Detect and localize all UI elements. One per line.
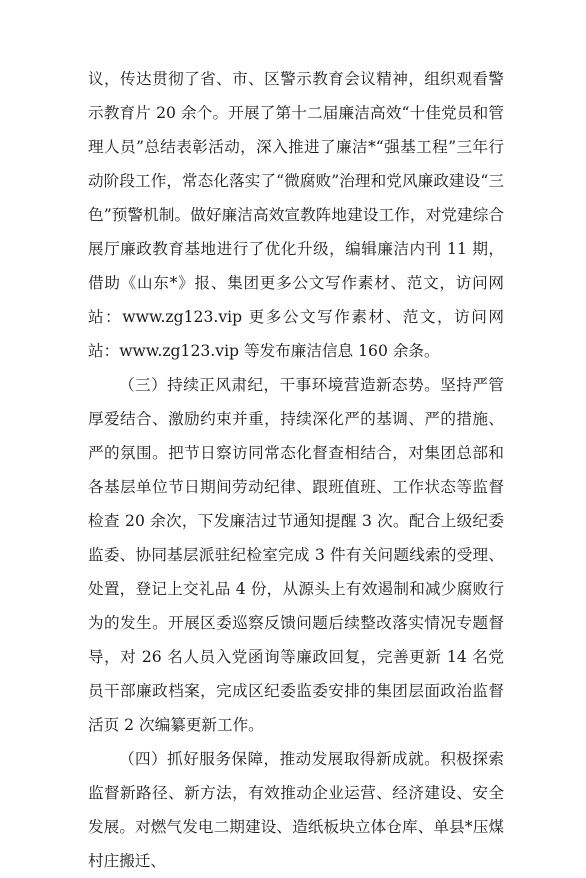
- paragraph-section-3: （三）持续正风肃纪，干事环境营造新态势。坚持严管厚爱结合、激励约束并重，持续深化严的基调、严的措施、严的氛围。把节日察访同常态化督查相结合，对集团总部和各基层单位节日期间劳动纪律、跟班值班、工作状态等监督检查 20 余次，下发廉洁过节通知提醒 3 次。配合上级纪委监委、协同基层派驻纪检室完成 3 件有关问题线索的受理、处置，登记上交礼品 4 份，从源头上有效遏制和减少腐败行为的发生。开展区委巡察反馈问题后续整改落实情况专题督导，对 26 名人员入党函询等廉政回复，完善更新 14 名党员干部廉政档案，完成区纪委监委安排的集团层面政治监督活页 2 次编纂更新工作。: [88, 376, 504, 734]
- paragraph-continuation: 议，传达贯彻了省、市、区警示教育会议精神，组织观看警示教育片 20 余个。开展了第十二届廉洁高效“十佳党员和管理人员”总结表彰活动，深入推进了廉洁*“强基工程”三年行动阶段工作，常态化落实了“微腐败”治理和党风廉政建设“三色”预警机制。做好廉洁高效宣教阵地建设工作，对党建综合展厅廉政教育基地进行了优化升级，编辑廉洁内刊 11 期，借助《山东*》报、集团更多公文写作素材、范文，访问网站：www.zg123.vip 更多公文写作素材、范文，访问网站：www.zg123.vip 等发布廉洁信息 160 余条。: [88, 70, 504, 360]
- paragraph-section-4: （四）抓好服务保障，推动发展取得新成就。积极探索监督新路径、新方法，有效推动企业运营、经济建设、安全发展。对燃气发电二期建设、造纸板块立体仓库、单县*压煤村庄搬迁、: [88, 750, 504, 870]
- document-body: [88, 62, 504, 878]
